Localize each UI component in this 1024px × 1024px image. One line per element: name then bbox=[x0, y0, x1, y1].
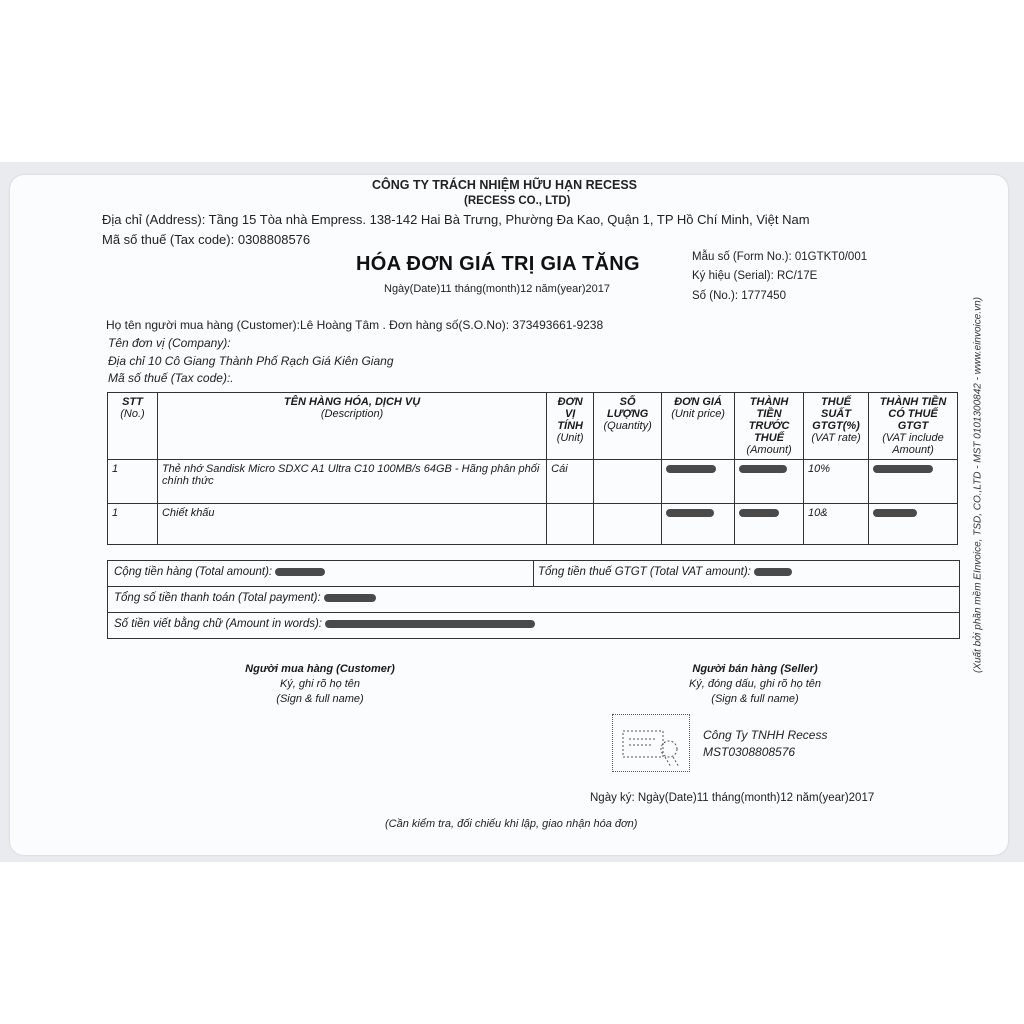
cell-unit bbox=[547, 504, 594, 545]
invoice-serial: Ký hiệu (Serial): RC/17E bbox=[692, 270, 818, 282]
cell-unit-price bbox=[662, 460, 735, 504]
invoice-number: Số (No.): 1777450 bbox=[692, 290, 786, 302]
cell-unit-price bbox=[662, 504, 735, 545]
cell-quantity bbox=[594, 504, 662, 545]
amount-in-words-label: Số tiền viết bằng chữ (Amount in words): bbox=[114, 618, 322, 630]
redaction-mark bbox=[754, 568, 792, 576]
digital-signature-stamp bbox=[612, 714, 690, 772]
cell-vat-rate: 10& bbox=[804, 504, 869, 545]
total-payment-label: Tổng số tiền thanh toán (Total payment): bbox=[114, 592, 321, 604]
table-header-row bbox=[108, 393, 958, 460]
buyer-company: Tên đơn vị (Company): bbox=[108, 336, 231, 350]
redaction-mark bbox=[275, 568, 325, 576]
amount-in-words-field bbox=[114, 618, 535, 630]
seller-signature-title: Người bán hàng (Seller) bbox=[692, 663, 818, 675]
cell-unit: Cái bbox=[547, 460, 594, 504]
totals-row-words bbox=[108, 613, 959, 638]
items-table bbox=[107, 392, 958, 545]
redaction-mark bbox=[324, 594, 376, 602]
total-amount-field bbox=[114, 566, 325, 578]
cell-vat-amount bbox=[869, 504, 958, 545]
table-row bbox=[108, 504, 958, 545]
cell-description: Thẻ nhớ Sandisk Micro SDXC A1 Ultra C10 100MB/s 64GB - Hãng phân phối chính thức bbox=[157, 460, 546, 504]
redaction-mark bbox=[325, 620, 535, 628]
verification-note: (Cần kiểm tra, đối chiếu khi lập, giao nhận hóa đơn) bbox=[385, 818, 638, 830]
cell-no: 1 bbox=[108, 504, 158, 545]
redaction-mark bbox=[873, 509, 917, 517]
redaction-mark bbox=[873, 465, 933, 473]
buyer-tax-code: Mã số thuế (Tax code):. bbox=[108, 371, 234, 385]
customer-signature-instruction: Ký, ghi rõ họ tên bbox=[279, 678, 361, 690]
cell-vat-rate: 10% bbox=[804, 460, 869, 504]
seller-signature-block bbox=[640, 662, 870, 707]
col-header-amount: THÀNH TIỀN TRƯỚC THUẾ (Amount) bbox=[735, 393, 804, 460]
issuer-side-text: (Xuất bởi phần mềm EInvoice, TSD, CO.,LTD - MST 0101300842 - www.einvoice.vn) bbox=[972, 296, 984, 674]
issuer-side-note bbox=[970, 230, 986, 740]
invoice-form-no: Mẫu số (Form No.): 01GTKT0/001 bbox=[692, 251, 868, 263]
total-payment-field bbox=[114, 592, 376, 604]
col-header-unit-price: ĐƠN GIÁ (Unit price) bbox=[662, 393, 735, 460]
table-row bbox=[108, 460, 958, 504]
invoice-title: HÓA ĐƠN GIÁ TRỊ GIA TĂNG bbox=[356, 253, 640, 275]
buyer-name: Họ tên người mua hàng (Customer):Lê Hoàng Tâm . Đơn hàng số(S.O.No): 373493661-9238 bbox=[106, 318, 604, 332]
cell-vat-amount bbox=[869, 460, 958, 504]
col-header-vat-amount: THÀNH TIỀN CÓ THUẾ GTGT (VAT include Amount) bbox=[869, 393, 958, 460]
totals-row-amount bbox=[108, 561, 959, 587]
redaction-mark bbox=[666, 509, 714, 517]
cell-quantity bbox=[594, 460, 662, 504]
cell-description: Chiết khấu bbox=[157, 504, 546, 545]
col-header-description: TÊN HÀNG HÓA, DỊCH VỤ (Description) bbox=[157, 393, 546, 460]
seller-company-name: CÔNG TY TRÁCH NHIỆM HỮU HẠN RECESS bbox=[372, 178, 638, 192]
seller-signer-mst: MST0308808576 bbox=[703, 745, 796, 759]
redaction-mark bbox=[739, 465, 787, 473]
redaction-mark bbox=[666, 465, 716, 473]
customer-signature-title: Người mua hàng (Customer) bbox=[245, 663, 395, 675]
seller-tax-code: Mã số thuế (Tax code): 0308808576 bbox=[102, 232, 311, 247]
invoice-date: Ngày(Date)11 tháng(month)12 năm(year)2017 bbox=[384, 283, 611, 295]
total-vat-field bbox=[538, 566, 792, 578]
signature-stamp-icon bbox=[613, 715, 689, 771]
total-amount-label: Cộng tiền hàng (Total amount): bbox=[114, 566, 273, 578]
redaction-mark bbox=[739, 509, 779, 517]
buyer-address: Địa chỉ 10 Cô Giang Thành Phố Rạch Giá Kiên Giang bbox=[108, 354, 394, 368]
col-header-vat-rate: THUẾ SUẤT GTGT(%) (VAT rate) bbox=[804, 393, 869, 460]
seller-signer-company: Công Ty TNHH Recess bbox=[703, 728, 828, 742]
customer-signature-block bbox=[210, 662, 430, 707]
totals-row-payment bbox=[108, 587, 959, 613]
customer-signature-instruction-en: (Sign & full name) bbox=[276, 693, 364, 705]
seller-company-name-en: (RECESS CO., LTD) bbox=[464, 195, 571, 207]
col-header-unit: ĐƠN VỊ TÍNH (Unit) bbox=[547, 393, 594, 460]
totals-divider bbox=[533, 561, 534, 586]
col-header-quantity: SỐ LƯỢNG (Quantity) bbox=[594, 393, 662, 460]
cell-amount bbox=[735, 504, 804, 545]
totals-box bbox=[107, 560, 960, 639]
seller-signature-instruction-en: (Sign & full name) bbox=[711, 693, 799, 705]
total-vat-label: Tổng tiền thuế GTGT (Total VAT amount): bbox=[538, 566, 751, 578]
sign-date: Ngày ký: Ngày(Date)11 tháng(month)12 năm(year)2017 bbox=[590, 792, 875, 804]
col-header-no: STT (No.) bbox=[108, 393, 158, 460]
seller-address: Địa chỉ (Address): Tầng 15 Tòa nhà Empress. 138-142 Hai Bà Trưng, Phường Đa Kao, Quận 1, TP Hồ Chí Minh, Việt Nam bbox=[102, 212, 810, 227]
seller-signature-instruction: Ký, đóng dấu, ghi rõ họ tên bbox=[688, 678, 822, 690]
cell-amount bbox=[735, 460, 804, 504]
cell-no: 1 bbox=[108, 460, 158, 504]
